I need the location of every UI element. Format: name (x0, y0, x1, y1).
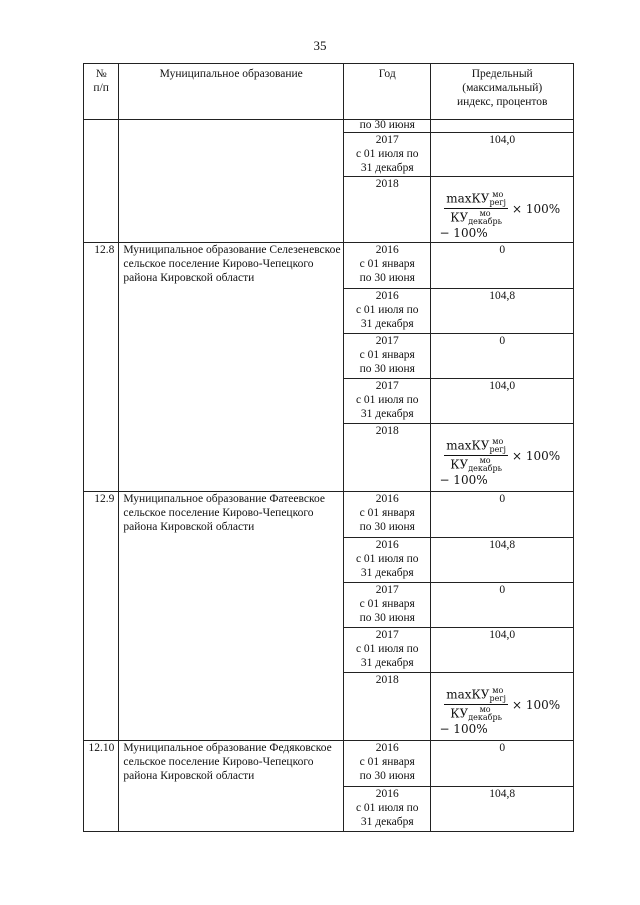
header-municipality: Муниципальное образование (119, 64, 344, 120)
table-row (84, 741, 574, 787)
index-cell: 0 (431, 583, 574, 628)
entry-number: 12.10 (84, 741, 119, 832)
formula-bottom-base: КУ (450, 210, 469, 225)
formula-top-sub-j: j (503, 198, 507, 207)
table-body (84, 120, 574, 832)
year-cell: 2017 с 01 июля по 31 декабря (344, 133, 431, 177)
formula-numerator (444, 191, 508, 209)
index-formula (433, 424, 571, 487)
index-cell: 104,8 (431, 289, 574, 334)
formula-bottom-sup: мо (479, 209, 491, 218)
formula-minus: − 100% (439, 473, 488, 487)
year-cell: 2018 (344, 673, 431, 741)
formula-top-sub-text: рег (489, 445, 504, 454)
entry-number: 12.9 (84, 492, 119, 741)
index-cell: 0 (431, 492, 574, 538)
formula-times: × 100% (512, 697, 561, 712)
year-cell: по 30 июня (344, 120, 431, 133)
index-cell (431, 177, 574, 243)
table-header-row (84, 64, 574, 120)
year-cell: 2017 с 01 июля по 31 декабря (344, 379, 431, 424)
year-cell: 2016 с 01 января по 30 июня (344, 243, 431, 289)
index-cell: 104,0 (431, 379, 574, 424)
header-num: № п/п (84, 64, 119, 120)
formula-denominator-indices (468, 457, 502, 473)
formula-fraction (444, 687, 508, 722)
year-cell: 2016 с 01 июля по 31 декабря (344, 289, 431, 334)
formula-top-sub-text: рег (489, 694, 504, 703)
formula-numerator (444, 438, 508, 456)
formula-expression (444, 191, 560, 226)
year-cell: 2016 с 01 июля по 31 декабря (344, 787, 431, 832)
num-cell (84, 120, 119, 243)
header-year: Год (344, 64, 431, 120)
year-cell: 2016 с 01 января по 30 июня (344, 741, 431, 787)
index-cell: 104,0 (431, 628, 574, 673)
formula-bottom-base: КУ (450, 457, 469, 472)
index-cell (431, 120, 574, 133)
formula-times: × 100% (512, 201, 561, 216)
formula-times: × 100% (512, 448, 561, 463)
formula-max-label: maxКУ (446, 438, 490, 453)
formula-fraction (444, 191, 508, 226)
tariff-index-table (83, 63, 574, 832)
formula-bottom-sup: мо (479, 456, 491, 465)
year-cell: 2018 (344, 177, 431, 243)
formula-max-label: maxКУ (446, 687, 490, 702)
index-cell: 0 (431, 243, 574, 289)
municipality-name: Муниципальное образование Селезеневское сельское поселение Кирово-Чепецкого района Кировской области (119, 243, 344, 492)
formula-denominator (448, 209, 504, 226)
formula-denominator-indices (468, 210, 502, 226)
municipality-cell (119, 120, 344, 243)
table-row (84, 243, 574, 289)
year-cell: 2016 с 01 июля по 31 декабря (344, 538, 431, 583)
formula-minus: − 100% (439, 722, 488, 736)
formula-top-sup: мо (492, 437, 504, 446)
table-row (84, 492, 574, 538)
year-cell: 2016 с 01 января по 30 июня (344, 492, 431, 538)
formula-top-sub (489, 695, 506, 703)
index-cell: 104,0 (431, 133, 574, 177)
page-number: 35 (313, 38, 327, 53)
index-formula (433, 177, 571, 240)
formula-numerator-indices (489, 191, 506, 207)
index-cell: 0 (431, 334, 574, 379)
formula-bottom-sup: мо (479, 705, 491, 714)
formula-max-label: maxКУ (446, 191, 490, 206)
formula-denominator (448, 456, 504, 473)
year-cell: 2017 с 01 июля по 31 декабря (344, 628, 431, 673)
year-cell: 2018 (344, 424, 431, 492)
formula-top-sup: мо (492, 686, 504, 695)
year-cell: 2017 с 01 января по 30 июня (344, 583, 431, 628)
formula-bottom-sub: декабрь (468, 464, 502, 473)
formula-numerator-indices (489, 687, 506, 703)
index-formula (433, 673, 571, 736)
formula-top-sub-j: j (503, 694, 507, 703)
formula-bottom-sub: декабрь (468, 217, 502, 226)
entry-number: 12.8 (84, 243, 119, 492)
formula-top-sup: мо (492, 190, 504, 199)
index-cell: 104,8 (431, 787, 574, 832)
formula-top-sub (489, 446, 506, 454)
index-cell: 104,8 (431, 538, 574, 583)
formula-bottom-sub: декабрь (468, 713, 502, 722)
formula-bottom-base: КУ (450, 706, 469, 721)
formula-numerator-indices (489, 438, 506, 454)
header-index: Предельный (максимальный) индекс, процентов (431, 64, 574, 120)
formula-denominator (448, 705, 504, 722)
formula-top-sub-j: j (503, 445, 507, 454)
formula-fraction (444, 438, 508, 473)
table-row (84, 120, 574, 133)
index-cell (431, 424, 574, 492)
municipality-name: Муниципальное образование Федяковское сельское поселение Кирово-Чепецкого района Кировской области (119, 741, 344, 832)
formula-top-sub (489, 199, 506, 207)
formula-minus: − 100% (439, 226, 488, 240)
municipality-name: Муниципальное образование Фатеевское сельское поселение Кирово-Чепецкого района Кировской области (119, 492, 344, 741)
formula-expression (444, 687, 560, 722)
formula-numerator (444, 687, 508, 705)
formula-denominator-indices (468, 706, 502, 722)
index-cell (431, 673, 574, 741)
year-cell: 2017 с 01 января по 30 июня (344, 334, 431, 379)
index-cell: 0 (431, 741, 574, 787)
formula-top-sub-text: рег (489, 198, 504, 207)
formula-expression (444, 438, 560, 473)
